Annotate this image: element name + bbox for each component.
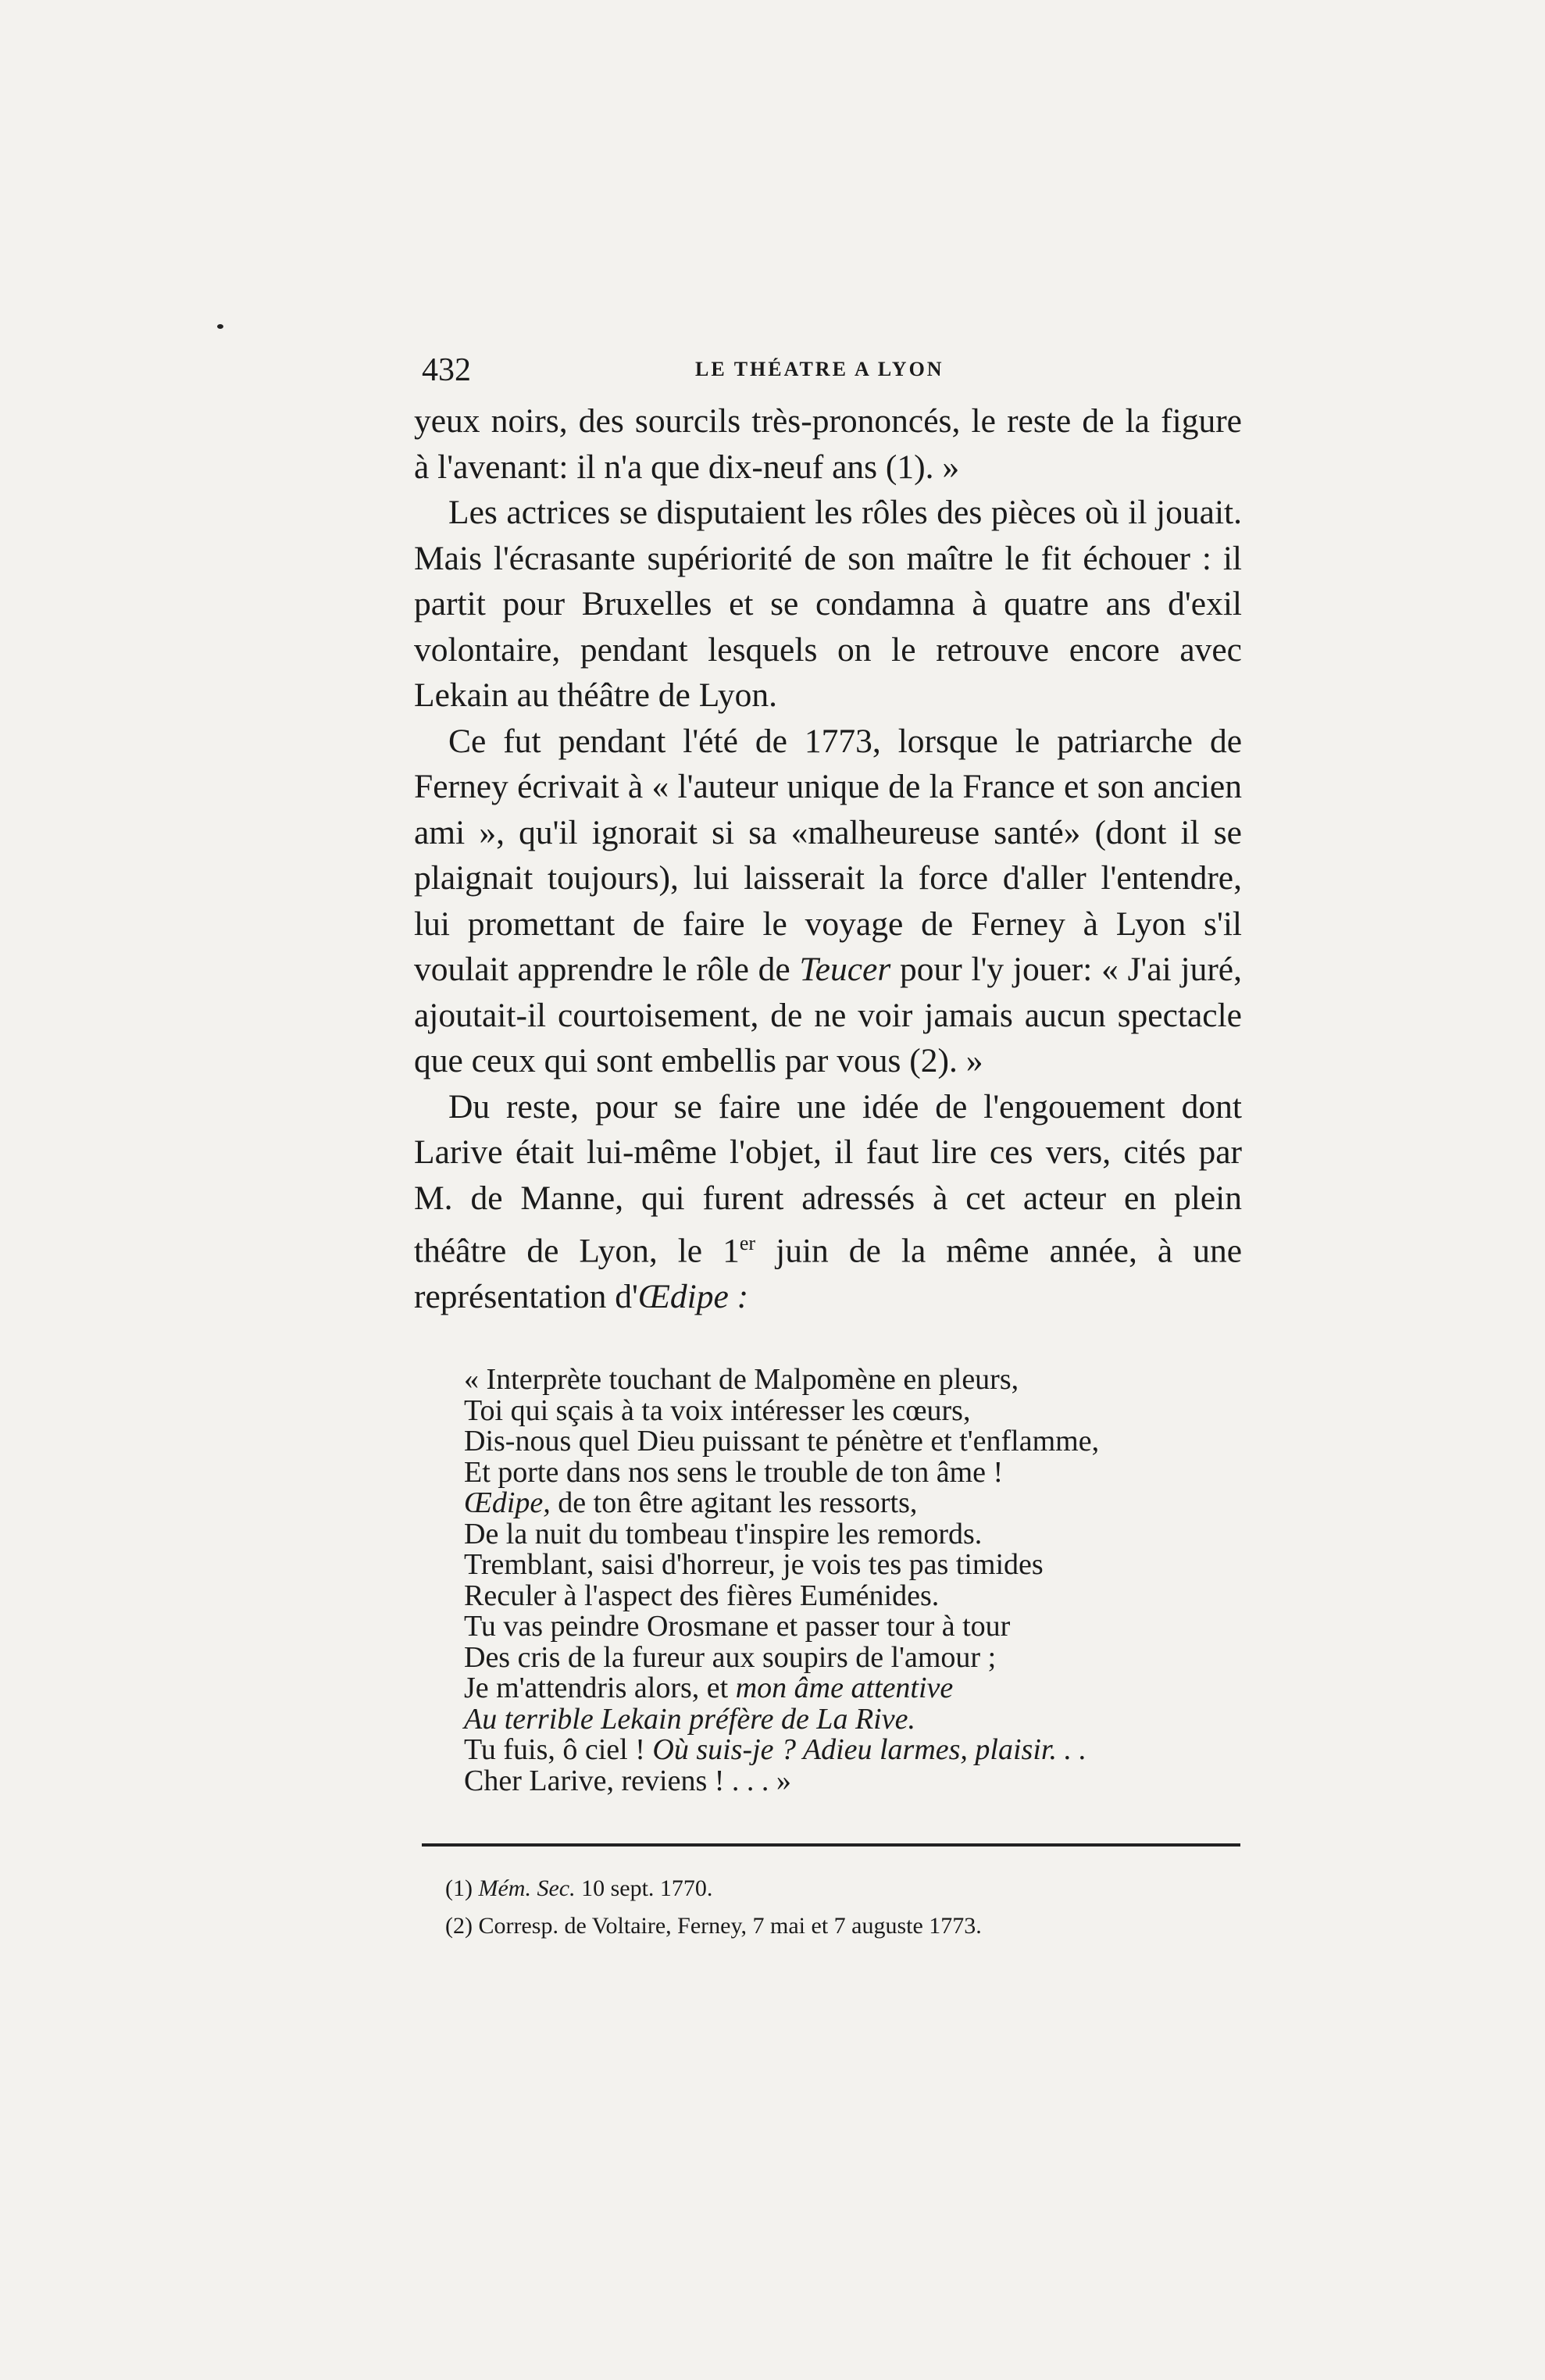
verse-line: Toi qui sçais à ta voix intéresser les cœurs, (464, 1393, 971, 1427)
verse-line: Tremblant, saisi d'horreur, je vois tes pas timides (464, 1548, 1044, 1581)
teucer-italic: Teucer (799, 951, 891, 988)
footnote-1-number: (1) (445, 1875, 479, 1901)
oedipe-italic: Œdipe : (637, 1278, 749, 1315)
paragraph-2: Les actrices se disputaient les rôles des pièces où il jouait. Mais l'écrasante supériorité de son maître le fit échouer : il partit pour Bruxelles et se condamna à quatre ans d'exil volontaire, pendant lesquels on le retrouve encore avec Lekain au théâtre de Lyon. (414, 494, 1242, 714)
verse-line: Et porte dans nos sens le trouble de ton âme ! (464, 1455, 1004, 1489)
verse-line: Dis-nous quel Dieu puissant te pénètre et t'enflamme, (464, 1425, 1100, 1458)
verse-italic: Œdipe, (464, 1486, 551, 1519)
verse-line (464, 1673, 1292, 1704)
verse-line (464, 1488, 1292, 1519)
verse-line: Au terrible Lekain préfère de La Rive. (464, 1702, 915, 1736)
ink-speck (217, 324, 223, 329)
footnotes (445, 1870, 1226, 1945)
page-number: 432 (422, 352, 471, 388)
paragraph-4-text-b: juin de la même année, à une représentation d' (414, 1232, 1243, 1315)
footnote-1 (445, 1870, 1226, 1907)
verse-text: de ton être agitant les ressorts, (550, 1486, 918, 1519)
footnote-2: (2) Corresp. de Voltaire, Ferney, 7 mai et 7 auguste 1773. (445, 1913, 982, 1939)
verse-line: « Interprète touchant de Malpomène en pleurs, (464, 1363, 1019, 1396)
verse-line (464, 1735, 1292, 1766)
paragraph-3 (414, 719, 1242, 1084)
paragraph-1: yeux noirs, des sourcils très-prononcés, le reste de la figure à l'avenant: il n'a que dix-neuf ans (1). » (414, 402, 1242, 486)
paragraph-3-text-a: Ce fut pendant l'été de 1773, lorsque le patriarche de Ferney écrivait à « l'auteur unique de la France et son ancien ami », qu'il ignorait si sa «malheureuse santé» (dont il se plaignait toujours), lui laisserait la force d'aller l'entendre, lui promettant de faire le voyage de Ferney à Lyon s'il voulait apprendre le rôle de (414, 722, 1242, 988)
paragraph-3-text-b: pour l'y jouer: « J'ai juré, ajoutait-il courtoisement, de ne voir jamais aucun spectacle que ceux qui sont embellis par vous (2). » (414, 951, 1242, 1079)
verse-text: Je m'attendris alors, et (464, 1672, 736, 1704)
verse-line: Cher Larive, reviens ! . . . » (464, 1764, 791, 1797)
footnote-1-text: 10 sept. 1770. (575, 1875, 713, 1901)
running-title: LE THÉATRE A LYON (695, 358, 944, 380)
paragraph-4-text-a: Du reste, pour se faire une idée de l'engouement dont Larive était lui-même l'objet, il faut lire ces vers, cités par M. de Manne, qui furent adressés à cet acteur en plein théâtre de Lyon, le 1 (414, 1087, 1242, 1270)
verse-text: Tu fuis, ô ciel ! (464, 1733, 653, 1766)
body-text (414, 398, 1242, 1320)
paragraph-4 (414, 1084, 1242, 1320)
verse-italic: mon âme attentive (735, 1672, 954, 1704)
verse-line: Reculer à l'aspect des fières Euménides. (464, 1579, 940, 1612)
page-header (422, 351, 1242, 398)
footnote-rule (422, 1843, 1240, 1847)
footnote-1-italic: Mém. Sec. (478, 1875, 576, 1901)
verse-line: Des cris de la fureur aux soupirs de l'amour ; (464, 1640, 997, 1674)
verse-line: Tu vas peindre Orosmane et passer tour à tour (464, 1610, 1011, 1643)
verse-block (464, 1365, 1292, 1797)
ordinal-superscript: er (739, 1232, 756, 1254)
verse-line: De la nuit du tombeau t'inspire les remords. (464, 1517, 983, 1550)
verse-italic: Où suis-je ? Adieu larmes, plaisir. . . (652, 1733, 1086, 1766)
